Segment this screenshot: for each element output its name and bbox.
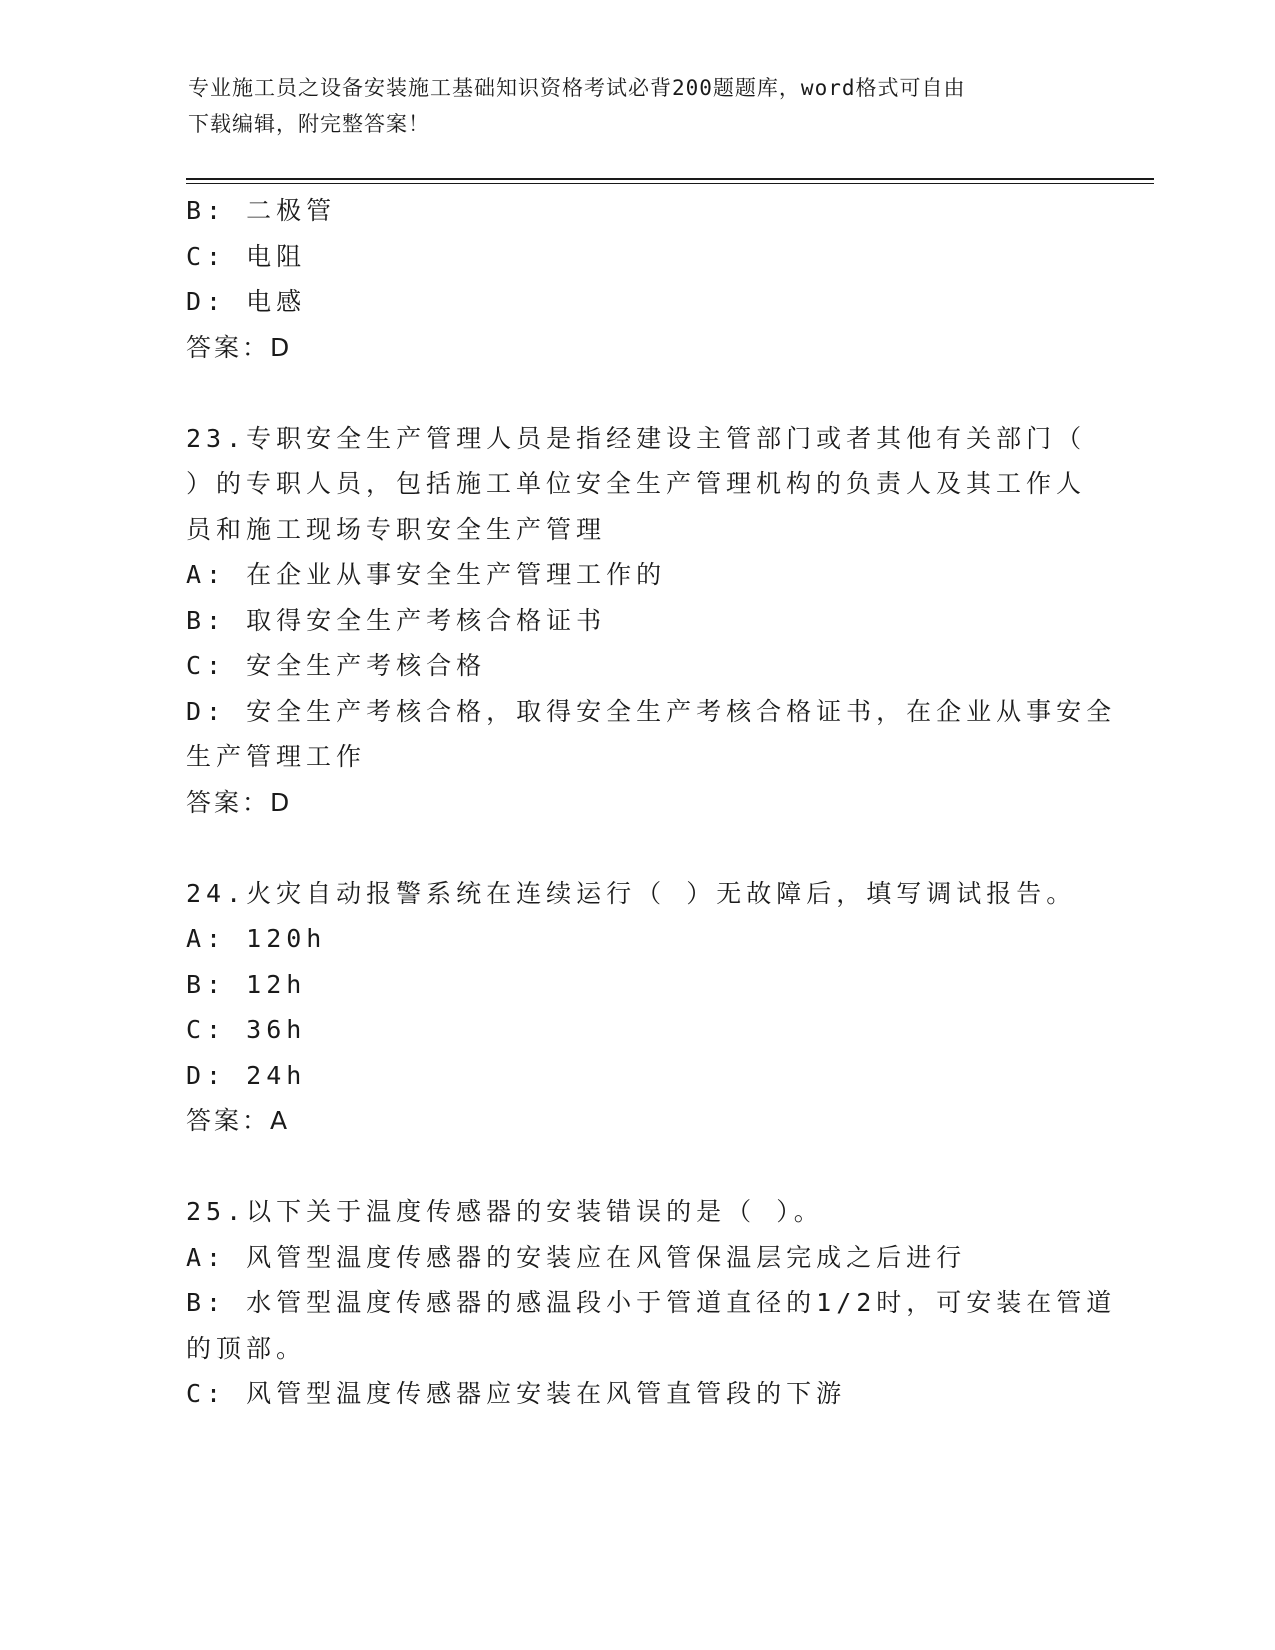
option-c: C: 电阻 (186, 241, 307, 271)
question-24 (186, 871, 1086, 1144)
option-d-continued: 生产管理工作 (186, 742, 367, 771)
answer: 答案：D (186, 332, 293, 362)
question-text-line: 员和施工现场专职安全生产管理 (186, 514, 607, 544)
option-d: D: 电感 (186, 287, 307, 316)
spacer (186, 825, 1086, 871)
question-text-line: ）的专职人员，包括施工单位安全生产管理机构的负责人及其工作人 (186, 469, 1087, 498)
question-text-line: 24.火灾自动报警系统在连续运行（ ）无故障后，填写调试报告。 (186, 878, 1077, 908)
answer: 答案：A (186, 1106, 291, 1135)
spacer (186, 1144, 1086, 1190)
answer: 答案：D (186, 787, 293, 817)
header-line-1: 专业施工员之设备安装施工基础知识资格考试必背200题题库，word格式可自由 (188, 76, 966, 100)
option-c: C: 风管型温度传感器应安装在风管直管段的下游 (186, 1379, 847, 1408)
option-b: B: 二极管 (186, 196, 337, 225)
option-b: B: 水管型温度传感器的感温段小于管道直径的1/2时，可安装在管道 (186, 1288, 1117, 1317)
option-a: A: 风管型温度传感器的安装应在风管保温层完成之后进行 (186, 1242, 967, 1272)
document-header (188, 70, 1068, 142)
option-a: A: 120h (186, 924, 327, 953)
option-b: B: 取得安全生产考核合格证书 (186, 605, 607, 635)
header-divider-thick (186, 178, 1154, 180)
question-text-line: 23.专职安全生产管理人员是指经建设主管部门或者其他有关部门（ (186, 423, 1087, 453)
question-22-tail (186, 188, 1086, 370)
question-list (186, 188, 1117, 1417)
header-divider-thin (186, 183, 1154, 184)
option-b: B: 12h (186, 969, 307, 999)
option-d: D: 24h (186, 1060, 307, 1090)
header-line-2: 下载编辑，附完整答案！ (188, 112, 430, 136)
option-d: D: 安全生产考核合格，取得安全生产考核合格证书，在企业从事安全 (186, 696, 1117, 726)
spacer (186, 370, 1086, 416)
option-a: A: 在企业从事安全生产管理工作的 (186, 560, 667, 589)
question-23 (186, 416, 1117, 826)
question-25 (186, 1189, 1117, 1417)
option-c: C: 36h (186, 1015, 307, 1044)
question-text-line: 25.以下关于温度传感器的安装错误的是（ ）。 (186, 1197, 824, 1226)
option-b-continued: 的顶部。 (186, 1333, 307, 1363)
option-c: C: 安全生产考核合格 (186, 651, 487, 680)
